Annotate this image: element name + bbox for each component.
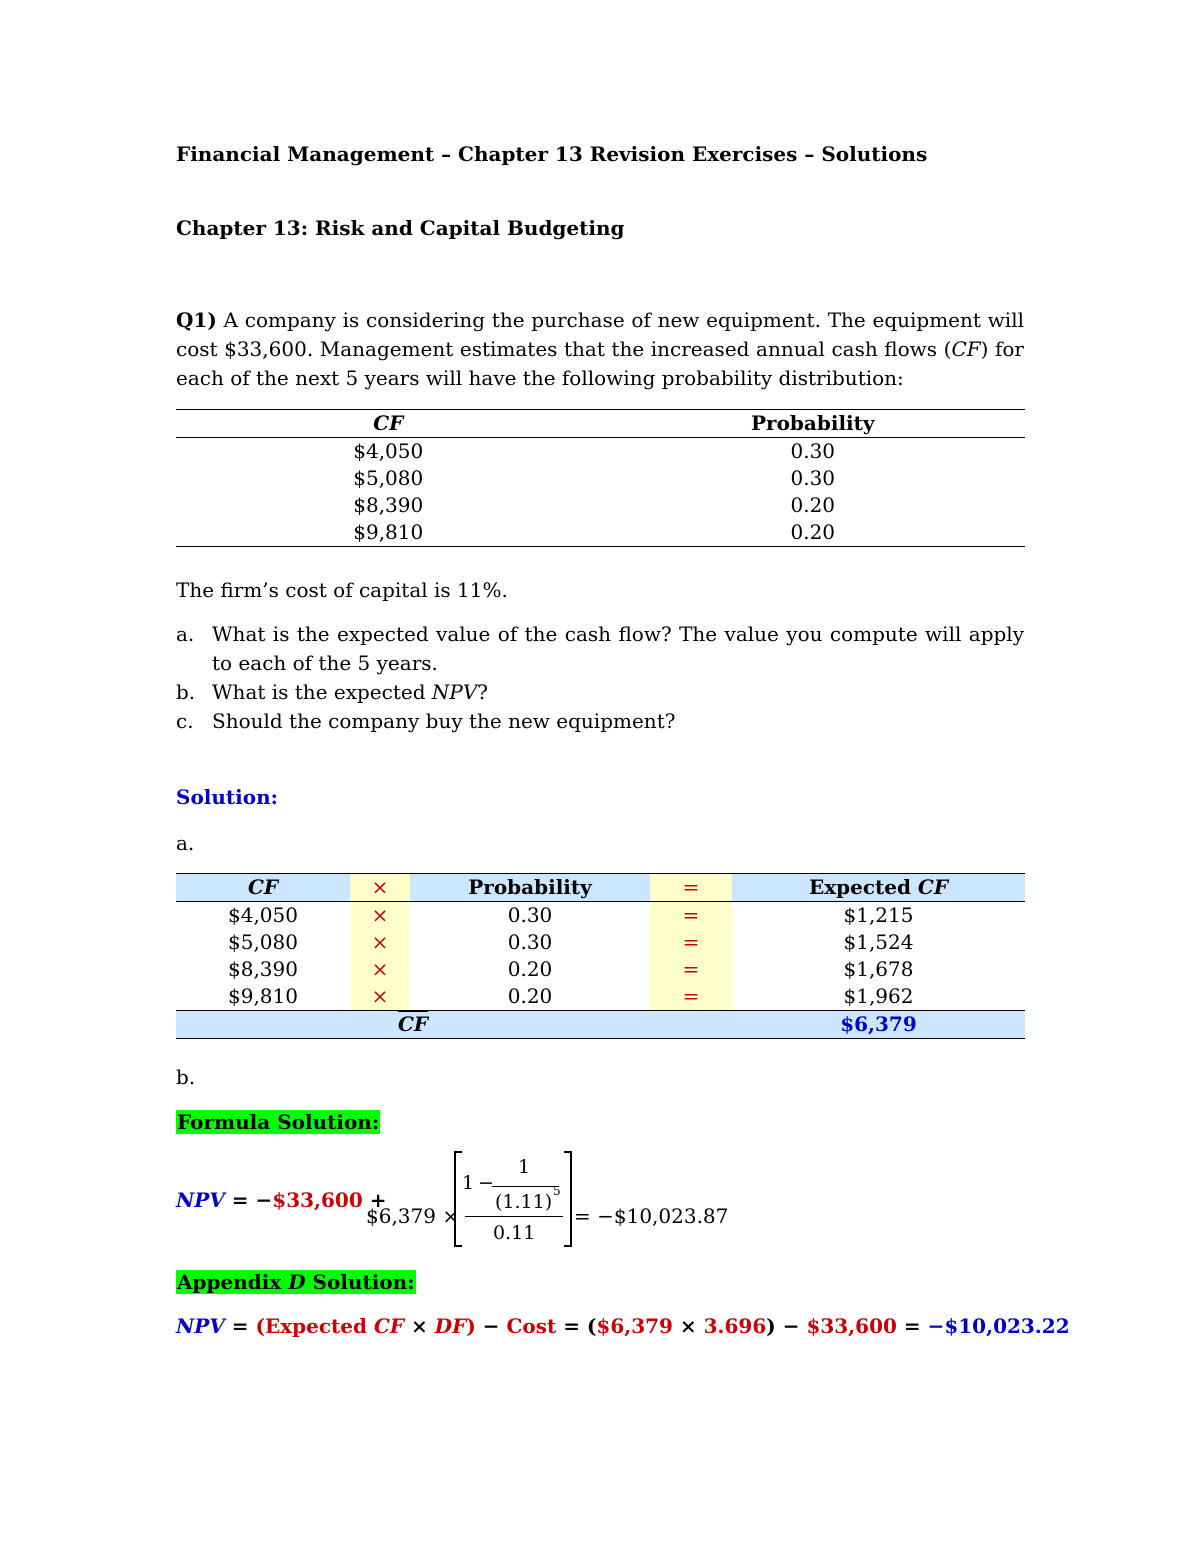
total-label-cell [176, 1011, 650, 1039]
equals-sign: = [650, 956, 732, 983]
cell-probability: 0.30 [507, 930, 553, 954]
right-bracket [564, 1151, 572, 1247]
sub-question-text: What is the expected [212, 680, 432, 704]
close-minus: ) − [766, 1314, 807, 1338]
cost-value: $33,600 [806, 1314, 897, 1338]
part-b-label: b. [176, 1065, 196, 1089]
formula-result: = −$10,023.87 [574, 1204, 729, 1228]
total-spacer-cell [650, 1011, 732, 1039]
close-paren: ) [466, 1314, 476, 1338]
times-sign: × [350, 929, 410, 956]
table-row [176, 983, 1025, 1011]
expected-cash-flow-table [176, 873, 1025, 1039]
npv-formula-lhs [176, 1188, 387, 1212]
table-header-row [176, 874, 1025, 902]
cell-expected-cf: $1,962 [843, 984, 914, 1008]
cell-probability: 0.30 [790, 439, 836, 463]
cell-expected-cf: $1,524 [843, 930, 914, 954]
times-sign: × [350, 902, 410, 930]
plus-sign: + [362, 1188, 387, 1212]
formula-solution-heading [176, 1108, 380, 1137]
cost-of-capital-text: The firm’s cost of capital is 11%. [176, 578, 508, 602]
table-header-row [176, 410, 1025, 438]
question-paragraph [176, 306, 1024, 393]
total-expected-cf: $6,379 [732, 1011, 1025, 1039]
times-sign: × [350, 956, 410, 983]
annual-cash-flow-term: $6,379 × [366, 1204, 460, 1228]
equals: = [224, 1314, 256, 1338]
table-row [176, 929, 1025, 956]
column-header-cf: CF [176, 874, 350, 902]
column-header-cf: CF [176, 410, 601, 438]
appendix-npv-equation [176, 1314, 1070, 1338]
cell-cf: $9,810 [228, 984, 298, 1008]
equals: = [896, 1314, 928, 1338]
part-a-label: a. [176, 831, 195, 855]
minus-sign: − [475, 1314, 507, 1338]
sub-question-text: What is the expected value of the cash flow? The value you compute will apply to each of the 5 years. [212, 622, 1024, 675]
appendix-heading-word: Appendix [177, 1270, 289, 1294]
npv-symbol: NPV [176, 1188, 225, 1212]
probability-distribution-table [176, 409, 1025, 547]
column-header-probability: Probability [410, 874, 650, 902]
header-expected-word: Expected [808, 875, 918, 899]
cell-cf: $5,080 [353, 466, 424, 490]
left-bracket [454, 1151, 462, 1247]
cell-probability: 0.20 [507, 957, 553, 981]
equals-sign: = [650, 874, 732, 902]
table-row [176, 519, 1025, 547]
cell-probability: 0.20 [507, 984, 553, 1008]
cell-cf: $4,050 [353, 439, 424, 463]
list-marker: a. [176, 622, 195, 646]
times-sign: × [350, 874, 410, 902]
list-item [176, 678, 1024, 707]
annuity-one: 1 [462, 1172, 475, 1194]
df-symbol: DF [434, 1314, 467, 1338]
main-fraction-bar [465, 1216, 563, 1217]
annuity-minus: − [478, 1172, 494, 1194]
equals-sign: = [650, 983, 732, 1011]
open-paren: ( [255, 1314, 265, 1338]
question-intro-1: A company is considering the purchase of new equipment. The equipment will cost $33,600. Management estimates that the increased annual cash flows ( [176, 308, 1024, 361]
table-row [176, 492, 1025, 519]
cf-value: $6,379 [596, 1314, 673, 1338]
npv-symbol: NPV [176, 1314, 225, 1338]
sub-question-text: Should the company buy the new equipment? [212, 709, 676, 733]
list-item [176, 620, 1024, 678]
times-sign: × [672, 1314, 704, 1338]
header-expected-cf: CF [917, 875, 949, 899]
cell-cf: $9,810 [353, 520, 424, 544]
cost-word: Cost [506, 1314, 557, 1338]
table-row [176, 902, 1025, 930]
table-row [176, 465, 1025, 492]
expected-word: Expected [265, 1314, 374, 1338]
column-header-expected-cf [732, 874, 1025, 902]
chapter-heading: Chapter 13: Risk and Capital Budgeting [176, 216, 625, 240]
table-row [176, 956, 1025, 983]
total-row [176, 1011, 1025, 1039]
list-marker: c. [176, 709, 194, 733]
cell-probability: 0.30 [790, 466, 836, 490]
initial-cost: $33,600 [272, 1188, 363, 1212]
cell-probability: 0.20 [790, 520, 836, 544]
appendix-heading-letter: D [288, 1270, 306, 1294]
inner-fraction-bar [492, 1186, 558, 1187]
cell-cf: $5,080 [228, 930, 298, 954]
cell-cf: $8,390 [353, 493, 424, 517]
appendix-solution-heading [176, 1268, 416, 1297]
inner-numerator: 1 [518, 1156, 531, 1178]
appendix-heading-suffix: Solution: [305, 1270, 415, 1294]
cell-expected-cf: $1,678 [843, 957, 914, 981]
sub-question-npv: NPV [431, 680, 478, 704]
cell-probability: 0.30 [507, 903, 553, 927]
total-label-cf-bar: $\overline{CF}$ [397, 1012, 429, 1036]
cell-probability: 0.20 [790, 493, 836, 517]
question-intro-2: ) for each of the next 5 years will have the following probability distribution: [176, 337, 1024, 390]
list-marker: b. [176, 680, 196, 704]
equals-open: = ( [556, 1314, 597, 1338]
discount-rate: 0.11 [493, 1222, 536, 1244]
solution-heading: Solution: [176, 785, 279, 809]
question-label: Q1) [176, 308, 217, 332]
table-row [176, 438, 1025, 466]
cell-expected-cf: $1,215 [843, 903, 914, 927]
document-title: Financial Management – Chapter 13 Revision Exercises – Solutions [176, 142, 928, 166]
column-header-probability: Probability [601, 410, 1026, 438]
times-sign: × [404, 1314, 435, 1338]
npv-result: −$10,023.22 [927, 1314, 1070, 1338]
cell-cf: $4,050 [228, 903, 298, 927]
appendix-heading-highlight [176, 1270, 416, 1294]
equals-minus: = − [224, 1188, 273, 1212]
sub-question-text-end: ? [477, 680, 489, 704]
discount-base: (1.11) [495, 1191, 553, 1213]
cf-symbol: CF [373, 1314, 405, 1338]
formula-heading-highlight: Formula Solution: [177, 1110, 380, 1134]
sub-question-list [176, 620, 1024, 736]
list-item [176, 707, 1024, 736]
equals-sign: = [650, 929, 732, 956]
question-cf-abbrev: CF [951, 337, 981, 361]
cell-cf: $8,390 [228, 957, 298, 981]
discount-exponent: 5 [553, 1184, 561, 1198]
equals-sign: = [650, 902, 732, 930]
df-factor: 3.696 [703, 1314, 767, 1338]
times-sign: × [350, 983, 410, 1011]
